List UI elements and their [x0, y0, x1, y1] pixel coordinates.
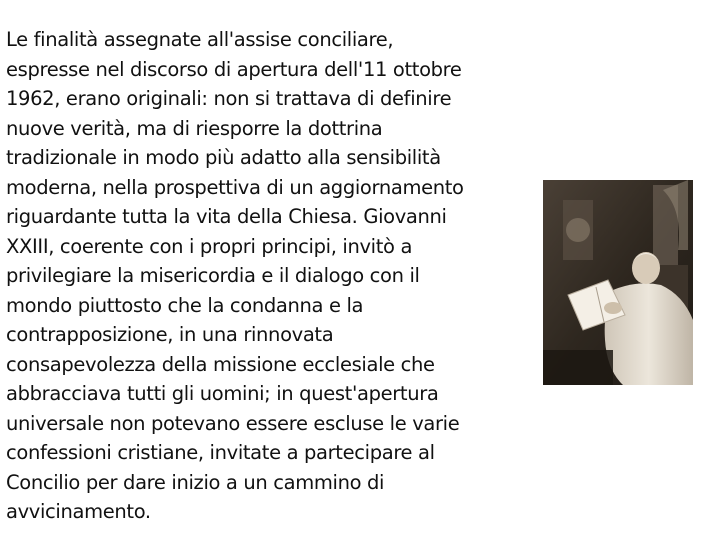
photo-illustration [543, 180, 693, 385]
white-robe [605, 283, 693, 385]
pope-reading-photo [543, 180, 693, 385]
background-head [566, 218, 590, 242]
body-paragraph: Le finalità assegnate all'assise conciliare, espresse nel discorso di apertura dell'11 ottobre 1962, erano originali: non si trattava di definire nuove verità, ma di riesporre la dottrina tradizionale in modo più adatto alla sensibilità moderna, nella prospettiva di un aggiornamento riguardante tutta la vita della Chiesa. Giovanni XXIII, coerente con i propri principi, invitò a privilegiare la misericordia e il dialogo con il mondo piuttosto che la condanna e la contrapposizione, in una rinnovata consapevolezza della missione ecclesiale che abbracciava tutti gli uomini; in quest'apertura universale non potevano essere escluse le varie confessioni cristiane, invitate a partecipare al Concilio per dare inizio a un cammino di avvicinamento. [6, 28, 464, 523]
head [632, 252, 660, 284]
hand [604, 302, 622, 314]
